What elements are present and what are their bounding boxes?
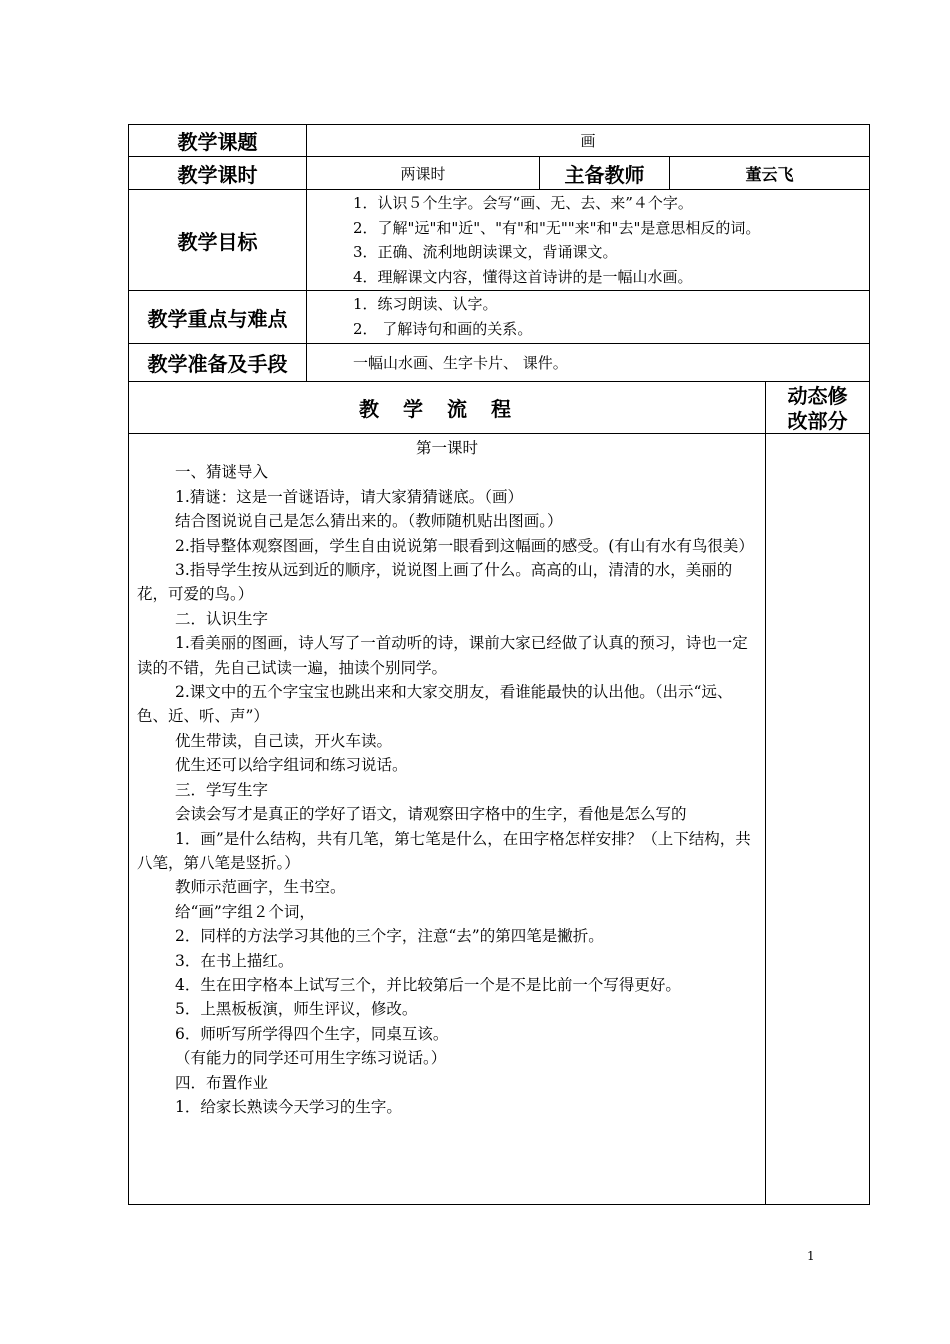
flow-paragraph: 四．布置作业	[175, 1073, 269, 1092]
prep-label: 教学准备及手段	[128, 343, 306, 381]
session-heading: 第一课时	[415, 439, 478, 457]
goal-item: 2．了解"远"和"近"、"有"和"无""来"和"去"是意思相反的词。	[353, 218, 761, 237]
dynamic-edit-label-line2: 改部分	[787, 409, 848, 433]
prep-row	[128, 343, 870, 381]
topic-label: 教学课题	[128, 124, 306, 156]
goal-item: 3．正确、流利地朗读课文，背诵课文。	[353, 243, 618, 261]
flow-paragraph: 3．在书上描红。	[175, 951, 294, 970]
flow-paragraph: 2．同样的方法学习其他的三个字，注意“去”的第四笔是撇折。	[175, 927, 604, 946]
flow-paragraph: 1.看美丽的图画，诗人写了一首动听的诗，课前大家已经做了认真的预习，诗也一定读的不错，先自己试读一遍，抽读个别同学。	[137, 634, 748, 677]
flow-paragraph: （有能力的同学还可用生字练习说话。）	[175, 1049, 447, 1068]
flow-paragraph: 3.指导学生按从远到近的顺序，说说图上画了什么。高高的山，清清的水，美丽的花，可爱的鸟。）	[137, 561, 733, 604]
dynamic-edit-column	[765, 433, 870, 1205]
teacher-label: 主备教师	[539, 156, 669, 189]
prep-value: 一幅山水画、生字卡片、 课件。	[306, 343, 870, 381]
topic-value: 画	[306, 124, 870, 156]
focus-item: 1．练习朗读、认字。	[353, 295, 498, 313]
focus-list	[306, 290, 870, 343]
flow-paragraph: 5．上黑板板演，师生评议，修改。	[175, 1000, 418, 1019]
flow-paragraph: 2.指导整体观察图画，学生自由说说第一眼看到这幅画的感受。(有山有水有鸟很美）	[175, 536, 754, 555]
flow-paragraph: 优生带读，自己读，开火车读。	[175, 731, 393, 750]
flow-paragraph: 2.课文中的五个字宝宝也跳出来和大家交朋友，看谁能最快的认出他。（出示“远、色、近、听、声”）	[137, 683, 733, 726]
flow-paragraph: 结合图说说自己是怎么猜出来的。（教师随机贴出图画。）	[175, 512, 563, 531]
flow-paragraph: 6．师听写所学得四个生字，同桌互该。	[175, 1024, 449, 1043]
hours-value: 两课时	[306, 156, 539, 189]
topic-row	[128, 124, 870, 156]
flow-paragraph: 教师示范画字，生书空。	[175, 878, 346, 897]
flow-content	[128, 433, 765, 1205]
goal-item: 1．认识５个生字。会写“画、无、去、来”４个字。	[353, 194, 693, 212]
goals-list	[306, 189, 870, 290]
flow-paragraph: 会读会写才是真正的学好了语文，请观察田字格中的生字，看他是怎么写的	[175, 805, 687, 824]
teacher-value: 董云飞	[669, 156, 870, 189]
flow-paragraph: 4．生在田字格本上试写三个，并比较第后一个是不是比前一个写得更好。	[175, 975, 681, 994]
focus-item: 2． 了解诗句和画的关系。	[353, 319, 533, 338]
focus-label: 教学重点与难点	[128, 290, 306, 343]
page-number: 1	[807, 1249, 815, 1263]
hours-row	[128, 156, 870, 189]
goal-item: 4．理解课文内容，懂得这首诗讲的是一幅山水画。	[353, 267, 693, 286]
flow-paragraph: 三．学写生字	[175, 780, 269, 799]
flow-paragraph: 1．给家长熟读今天学习的生字。	[175, 1097, 402, 1116]
dynamic-edit-label	[765, 381, 870, 433]
focus-row	[128, 290, 870, 343]
flow-header-row	[128, 381, 870, 433]
flow-paragraph: 1.猜谜：这是一首谜语诗，请大家猜猜谜底。（画）	[175, 487, 524, 506]
goals-row	[128, 189, 870, 290]
flow-body-row	[128, 433, 870, 1205]
flow-paragraph: 1．画”是什么结构，共有几笔，第七笔是什么，在田字格怎样安排？（上下结构，共八笔，第八笔是竖折。）	[137, 829, 751, 872]
flow-paragraph: 二．认识生字	[175, 609, 269, 628]
flow-title: 教学流程	[128, 381, 765, 433]
flow-paragraph: 一、猜谜导入	[175, 463, 269, 482]
flow-paragraph: 优生还可以给字组词和练习说话。	[175, 756, 408, 775]
flow-paragraph: 给“画”字组２个词，	[175, 902, 315, 921]
goals-label: 教学目标	[128, 189, 306, 290]
dynamic-edit-label-line1: 动态修	[787, 384, 848, 408]
hours-label: 教学课时	[128, 156, 306, 189]
